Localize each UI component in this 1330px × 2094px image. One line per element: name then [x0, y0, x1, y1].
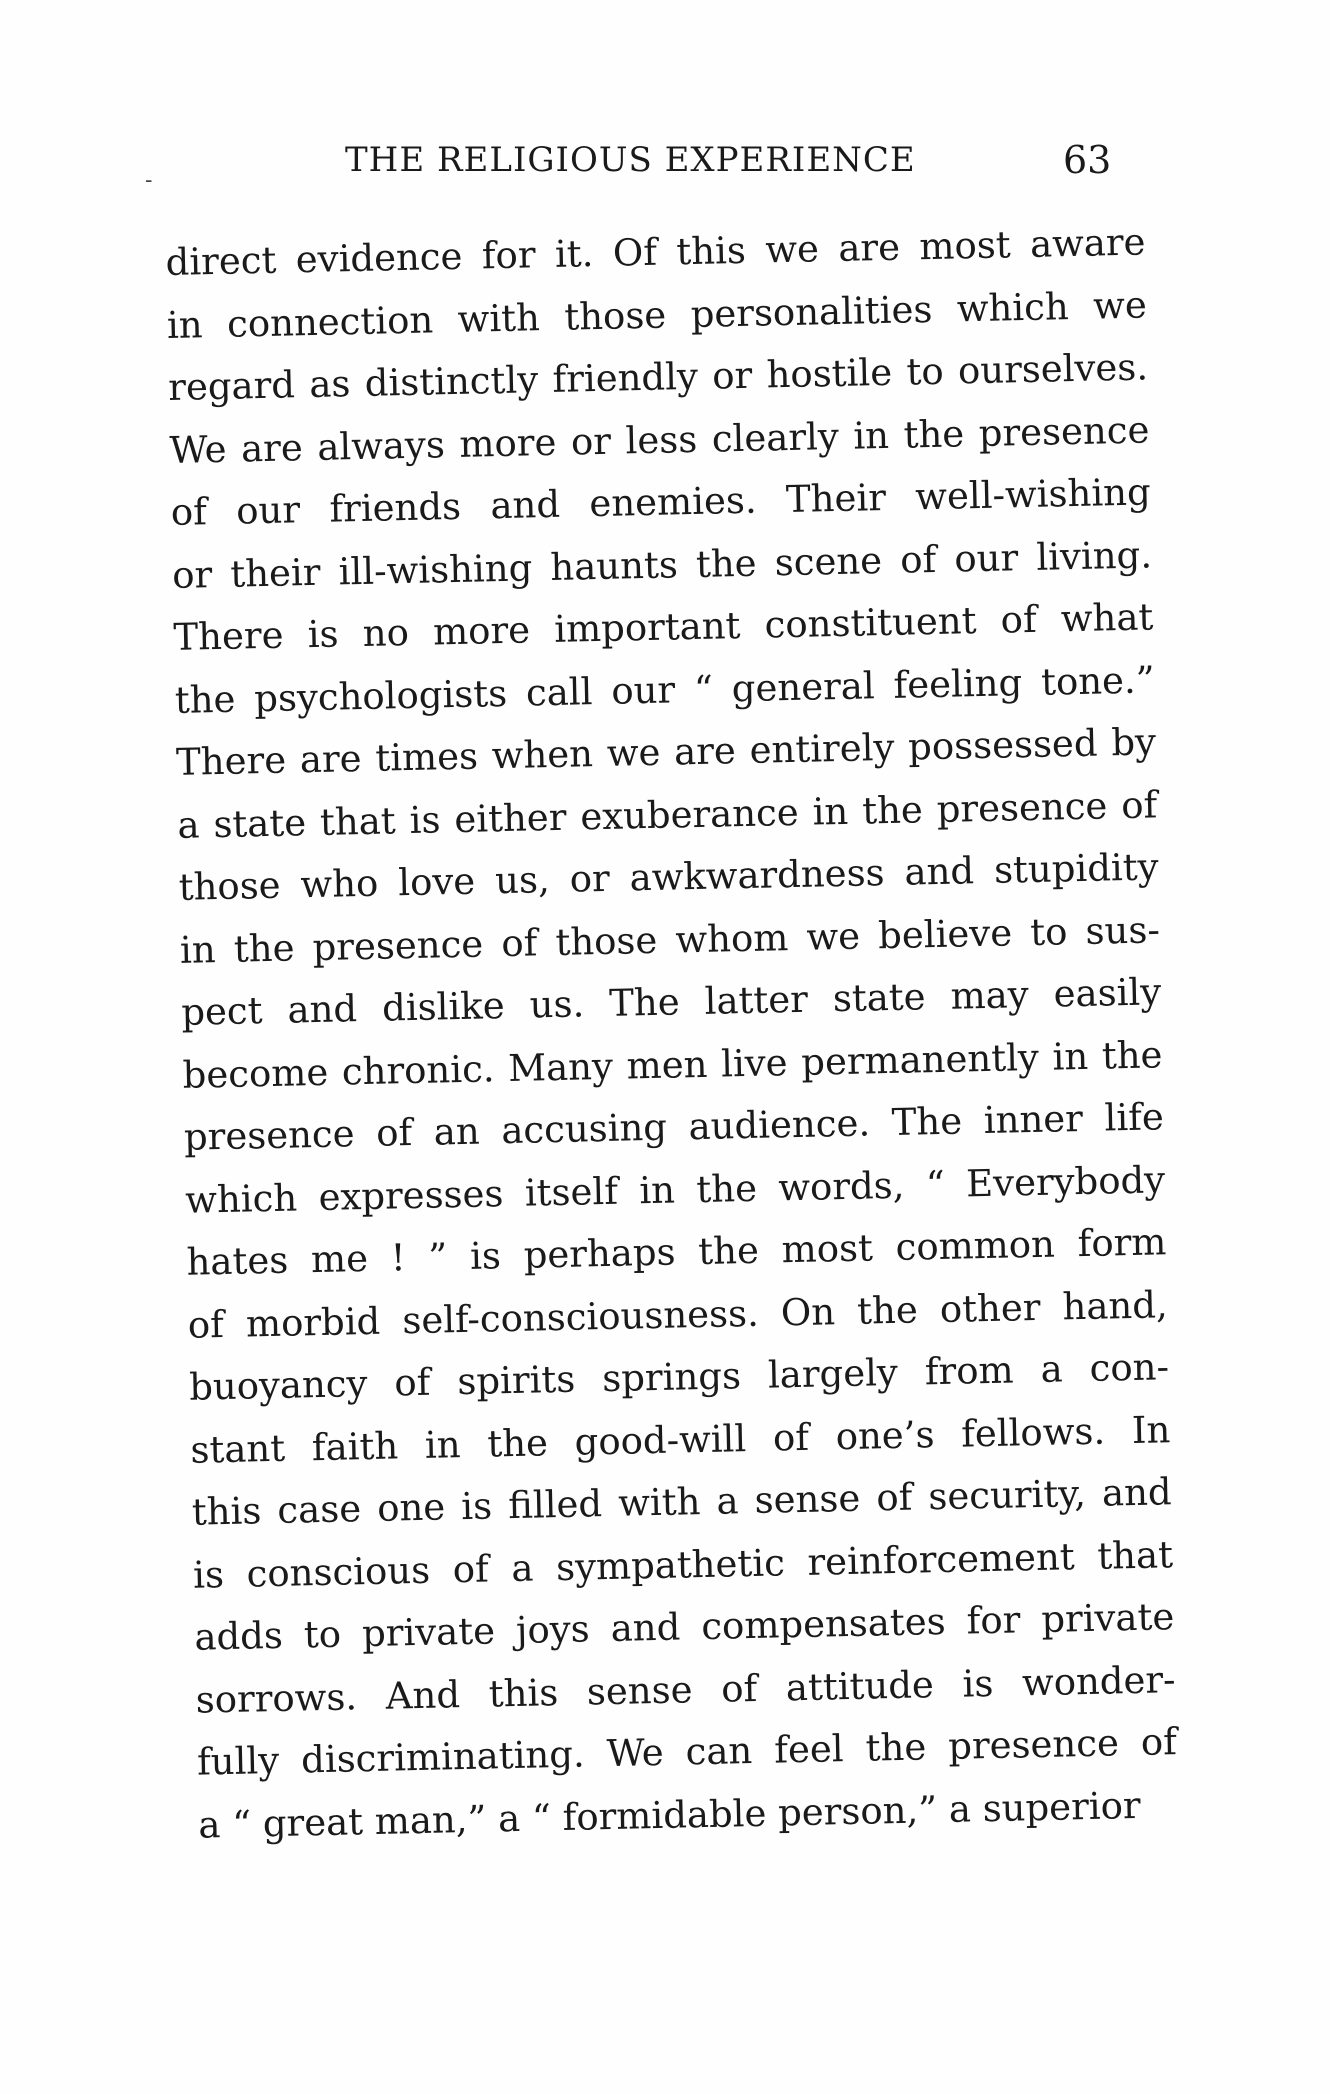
text-line: There are times when we are entirely possessed by — [175, 720, 1157, 784]
running-head: THE RELIGIOUS EXPERIENCE — [345, 140, 916, 180]
text-line: hates me ! ” is perhaps the most common form — [186, 1220, 1167, 1284]
text-line: fully discriminating. We can feel the presence of — [196, 1720, 1178, 1784]
text-line: those who love us, or awkwardness and stupidity — [178, 845, 1159, 909]
text-line: in the presence of those whom we believe to sus- — [179, 907, 1161, 972]
text-line: a state that is either exuberance in the presence of — [176, 782, 1158, 847]
text-line: of our friends and enemies. Their well-wishing — [170, 470, 1152, 534]
text-line: sorrows. And this sense of attitude is wonder- — [195, 1657, 1176, 1722]
text-line: stant faith in the good-will of one’s fellows. In — [190, 1407, 1171, 1472]
text-line: or their ill-wishing haunts the scene of our living. — [171, 532, 1153, 597]
text-line: regard as distinctly friendly or hostile to ourselves. — [167, 345, 1149, 409]
text-line: become chronic. Many men live permanently in the — [182, 1032, 1163, 1097]
text-line: We are always more or less clearly in the presence — [169, 407, 1150, 472]
text-line: direct evidence for it. Of this we are most aware — [165, 220, 1146, 284]
body-text — [165, 211, 1179, 1856]
page-number: 63 — [1063, 138, 1112, 182]
text-line: which expresses itself in the words, “ Everybody — [184, 1157, 1166, 1222]
text-line: pect and dislike us. The latter state may easily — [180, 970, 1162, 1034]
text-line: the psychologists call our “ general feeling tone.” — [174, 657, 1156, 722]
margin-mark: - — [145, 168, 153, 193]
text-line: is conscious of a sympathetic reinforcement that — [192, 1532, 1174, 1597]
text-line: buoyancy of spirits springs largely from a con- — [188, 1345, 1170, 1409]
text-line: There is no more important constituent of what — [173, 595, 1154, 659]
text-line: a “ great man,” a “ formidable person,” a superior — [197, 1783, 1141, 1847]
text-line: of morbid self-consciousness. On the other hand, — [187, 1282, 1169, 1347]
text-line: adds to private joys and compensates for private — [193, 1595, 1175, 1659]
text-line: this case one is filled with a sense of security, and — [191, 1470, 1173, 1534]
text-line: in connection with those personalities which we — [166, 282, 1148, 347]
text-line: presence of an accusing audience. The inner life — [183, 1095, 1165, 1159]
